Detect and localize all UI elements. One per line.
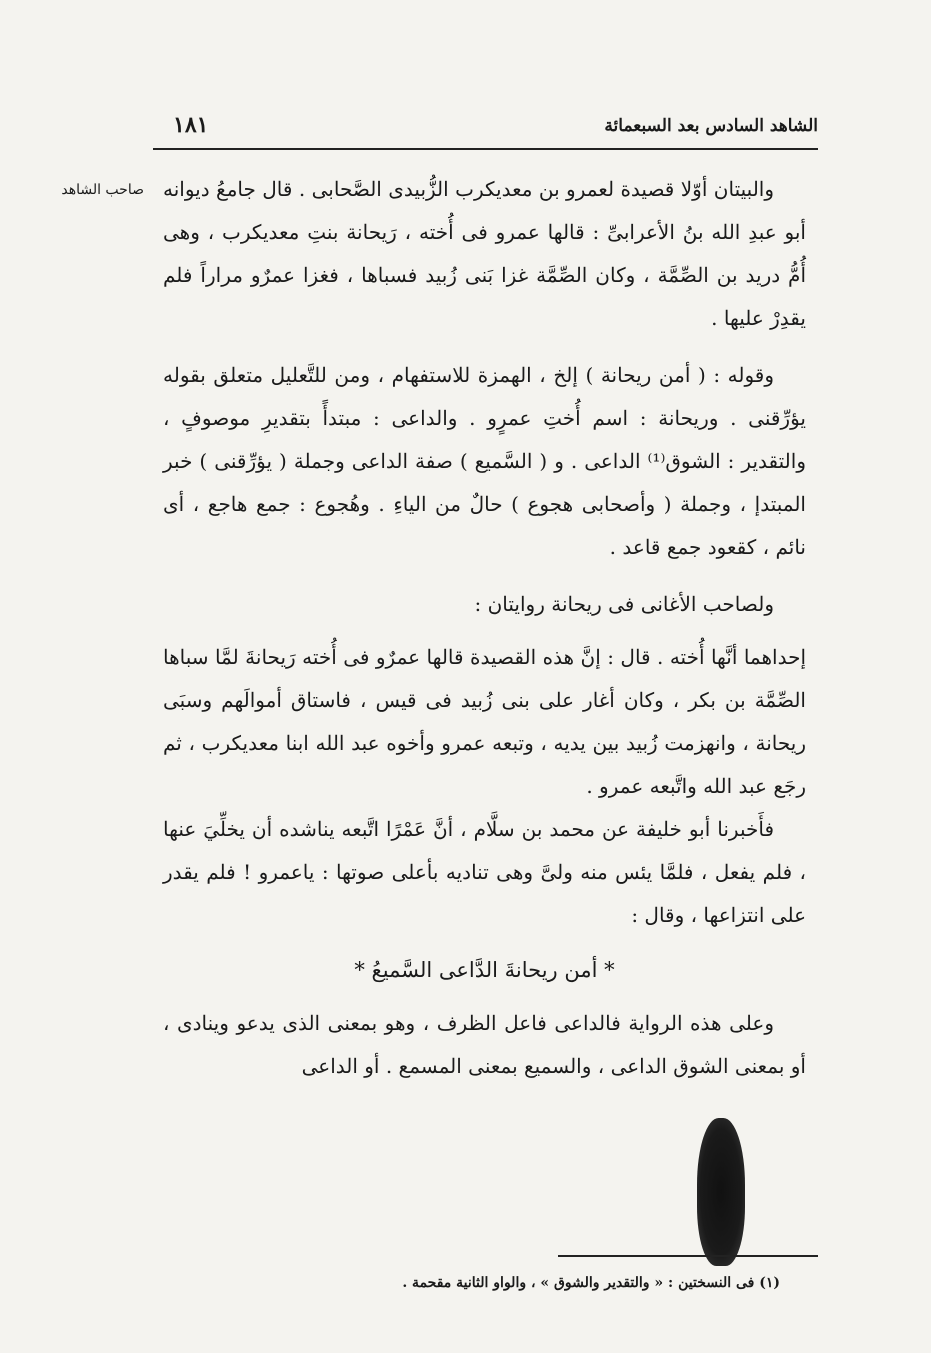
header-title: الشاهد السادس بعد السبعمائة bbox=[604, 116, 818, 136]
running-header bbox=[153, 112, 818, 148]
paragraph-1: والبيتان أوّلا قصيدة لعمرو بن معديكرب الزُّبيدى الصَّحابى . قال جامعُ ديوانه أبو عبدِ الله بنُ الأعرابىِّ : قالها عمرو فى أُخته ، رَيحانة بنتِ معديكرب ، وهى أُمُّ دريد بن الصِّمَّة ، وكان الصِّمَّة غزا بَنى زُبيد فسباها ، فغزا عمرٌو مراراً فلم يقدِرْ عليها . bbox=[163, 177, 806, 330]
footnote-rule bbox=[558, 1255, 818, 1257]
margin-note: صاحب الشاهد bbox=[61, 182, 144, 198]
footnote: (١) فى النسختين : « والتقدير والشوق » ، والواو الثانية مقحمة . bbox=[402, 1275, 780, 1291]
verse-line: * أمن ريحانةَ الدَّاعى السَّميعُ * bbox=[354, 958, 615, 982]
paragraph-4: إحداهما أنَّها أُخته . قال : إنَّ هذه القصيدة قالها عمرٌو فى أُخته رَيحانةَ لمَّا سباها الصِّمَّة بن بكر ، وكان أغار على بنى زُبيد فى قيس ، فاستاق أموالَهم وسبَى ريحانة ، وانهزمت زُبيد بين يديه ، وتبعه عمرو وأخوه عبد الله ابنا معديكرب ، ثم رجَع عبد الله واتَّبعه عمرو . bbox=[163, 645, 806, 798]
body-text bbox=[163, 168, 806, 1088]
page-number: ١٨١ bbox=[173, 112, 209, 138]
ink-blot-mark bbox=[697, 1118, 745, 1266]
paragraph-2: وقوله : ( أمن ريحانة ) إلخ ، الهمزة للاستفهام ، ومن للتَّعليل متعلق بقوله يؤرِّقنى . وريحانة : اسم أُختِ عمرٍو . والداعى : مبتدأً بتقديرِ موصوفٍ ، والتقدير : الشوق⁽¹⁾ الداعى . و ( السَّميع ) صفة الداعى وجملة ( يؤرِّقنى ) خبر المبتدإ ، وجملة ( وأصحابى هجوع ) حالٌ من الياءِ . وهُجوع : جمع هاجع ، أى نائم ، كقعود جمع قاعد . bbox=[163, 363, 806, 559]
paragraph-5: فأَخبرنا أبو خليفة عن محمد بن سلَّام ، أنَّ عَمْرًا اتَّبعه يناشده أن يخلِّيَ عنها ، فلم يفعل ، فلمَّا يئس منه ولىَّ وهى تناديه بأعلى صوتها : ياعمرو ! فلم يقدر على انتزاعها ، وقال : bbox=[163, 817, 806, 927]
header-rule bbox=[153, 148, 818, 150]
paragraph-3: ولصاحب الأغانى فى ريحانة روايتان : bbox=[474, 592, 774, 616]
paragraph-6: وعلى هذه الرواية فالداعى فاعل الظرف ، وهو بمعنى الذى يدعو وينادى ، أو بمعنى الشوق الداعى ، والسميع بمعنى المسمع . أو الداعى bbox=[163, 1011, 806, 1078]
